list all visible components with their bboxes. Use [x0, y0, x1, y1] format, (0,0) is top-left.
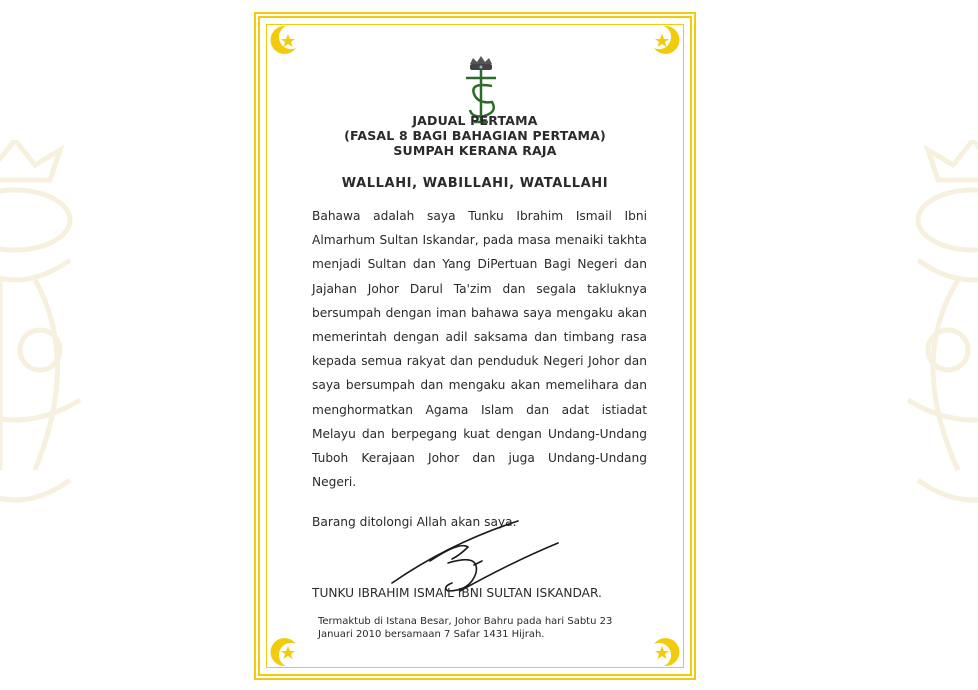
invocation: WALLAHI, WABILLAHI, WATALLAHI	[341, 176, 609, 191]
closing-line: Barang ditolongi Allah akan saya.	[312, 515, 517, 529]
signing-note: Termaktub di Istana Besar, Johor Bahru pada hari Sabtu 23 Januari 2010 bersamaan 7 Safar 1431 Hijrah.	[318, 616, 613, 640]
crescent-star-icon	[264, 634, 300, 670]
watermark-crest-left	[0, 140, 90, 540]
clause-reference: (FASAL 8 BAGI BAHAGIAN PERTAMA)	[344, 128, 606, 143]
crescent-star-icon	[264, 22, 300, 58]
crescent-star-icon	[650, 22, 686, 58]
crescent-star-icon	[650, 634, 686, 670]
signatory-name: TUNKU IBRAHIM ISMAIL IBNI SULTAN ISKANDAR.	[312, 586, 602, 600]
watermark-crest-right	[898, 140, 978, 540]
oath-paragraph: Bahawa adalah saya Tunku Ibrahim Ismail Ibni Almarhum Sultan Iskandar, pada masa menaiki takhta menjadi Sultan dan Yang DiPertuan Bagi Negeri dan Jajahan Johor Darul Ta'zim dan segala takluknya bersumpah dengan iman bahawa saya mengaku akan memerintah dengan adil saksama dan timbang rasa kepada semua rakyat dan penduduk Negeri Johor dan saya bersumpah dan mengaku akan memelihara dan menghormatkan Agama Islam dan adat istiadat Melayu dan berpegang kuat dengan Undang-Undang Tuboh Kerajaan Johor dan juga Undang-Undang Negeri.	[312, 209, 647, 490]
document-frame	[254, 12, 696, 680]
schedule-heading: JADUAL PERTAMA	[412, 113, 538, 128]
oath-title: SUMPAH KERANA RAJA	[393, 143, 557, 158]
